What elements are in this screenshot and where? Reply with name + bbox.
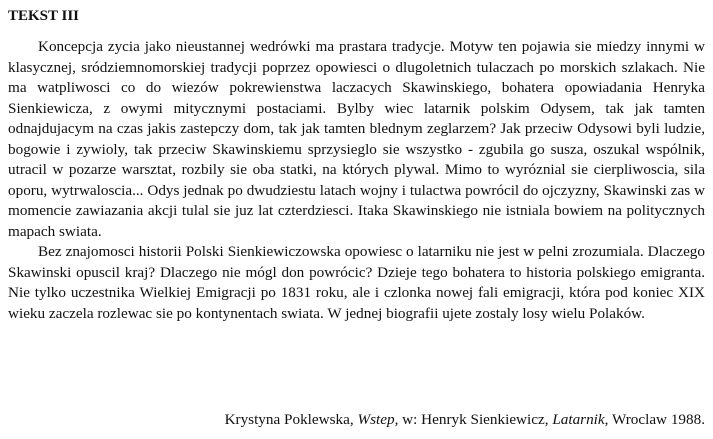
section-title: TEKST III: [8, 8, 80, 24]
citation-work: Wstep,: [357, 411, 399, 428]
citation: [225, 410, 705, 430]
body-text: [8, 37, 705, 324]
citation-end: , Wroclaw 1988.: [604, 411, 705, 428]
citation-book: Latarnik: [552, 411, 605, 428]
citation-author: Krystyna Poklewska,: [224, 411, 358, 428]
paragraph-1: Koncepcja zycia jako nieustannej wedrówki ma prastara tradycje. Motyw ten pojawia sie miedzy innymi w klasycznej, sródziemnomorskiej tradycji poprzez opowiesci o dlugoletnich tulaczach po morskich szlakach. Nie ma watpliwosci co do wiezów pokrewienstwa laczacych Skawinskiego, bohatera opowiadania Henryka Sienkiewicza, z owymi mitycznymi postaciami. Bylby wiec latarnik polskim Odysem, tak jak tamten odnajdujacym na czas jakis zastepczy dom, tak jak tamten blednym zeglarzem? Jak przeciw Odysowi byli ludzie, bogowie i zywioly, tak przeciw Skawinskiemu sprzysieglo sie wszystko - zgubila go susza, oszukal wspólnik, utracil w pozarze warsztat, rozbily sie oba statki, na których plywal. Mimo to wyróznial sie cierpliwoscia, sila oporu, wytrwaloscia... Odys jednak po dwudziestu latach wojny i tulactwa powrócil do ojczyzny, Skawinski zas w momencie zawiazania akcji tulal sie juz lat czterdziesci. Itaka Skawinskiego nie istniala bowiem na politycznych mapach swiata.: [8, 38, 705, 240]
paragraph-2: Bez znajomosci historii Polski Sienkiewiczowska opowiesc o latarniku nie jest w pelni zrozumiala. Dlaczego Skawinski opuscil kraj? Dlaczego nie mógl don powrócic? Dzieje tego bohatera to historia polskiego emigranta. Nie tylko uczestnika Wielkiej Emigracji po 1831 roku, ale i czlonka nowej fali emigracji, która pod koniec XIX wieku zaczela rozlewac sie po kontynentach swiata. W jednej biografii ujete zostaly losy wielu Polaków.: [8, 243, 705, 322]
citation-middle: w: Henryk Sienkiewicz,: [398, 411, 553, 428]
